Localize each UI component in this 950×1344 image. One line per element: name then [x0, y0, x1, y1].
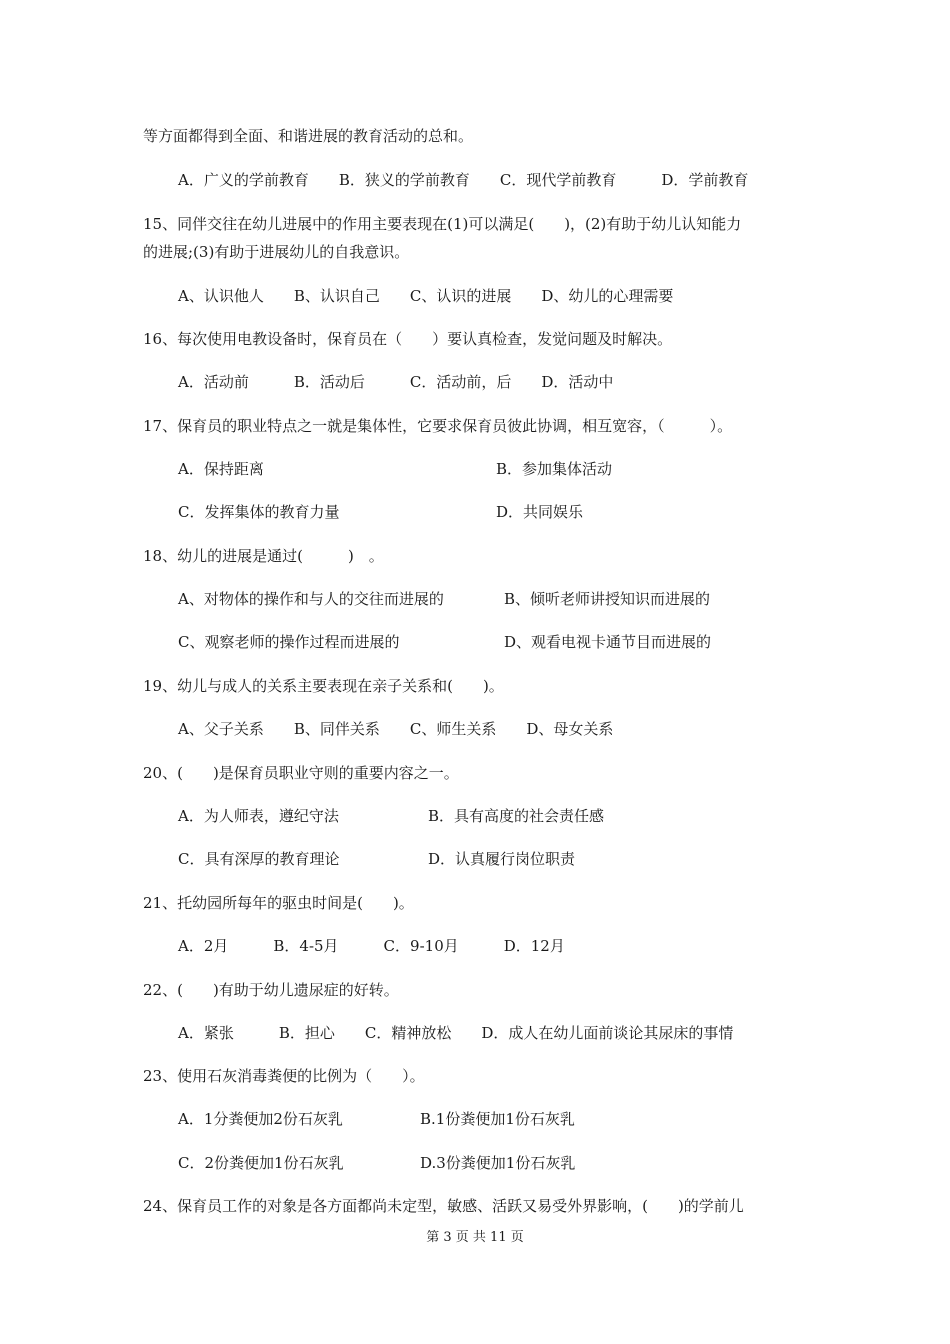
q23-question: 23、使用石灰消毒粪便的比例为（ ）。: [143, 1067, 425, 1085]
q18-option-d: D、观看电视卡通节目而进展的: [504, 633, 712, 651]
q20-question: 20、( )是保育员职业守则的重要内容之一。: [143, 764, 459, 782]
q20-option-a: A．为人师表，遵纪守法: [178, 807, 339, 825]
q17-question: 17、保育员的职业特点之一就是集体性，它要求保育员彼此协调，相互宽容，（ ）。: [143, 417, 733, 435]
q21-question: 21、托幼园所每年的驱虫时间是( )。: [143, 894, 414, 912]
q24-question: 24、保育员工作的对象是各方面都尚未定型，敏感、活跃又易受外界影响，( )的学前儿: [143, 1197, 744, 1215]
q18-option-b: B、倾听老师讲授知识而进展的: [504, 590, 711, 608]
q21-options: A．2月 B．4-5月 C．9-10月 D．12月: [178, 937, 565, 955]
q20-option-b: B．具有高度的社会责任感: [428, 807, 605, 825]
q20-option-d: D．认真履行岗位职责: [428, 850, 576, 868]
q23-option-d: D.3份粪便加1份石灰乳: [420, 1154, 576, 1172]
q23-option-c: C．2份粪便加1份石灰乳: [178, 1154, 344, 1172]
q19-question: 19、幼儿与成人的关系主要表现在亲子关系和( )。: [143, 677, 504, 695]
q18-option-c: C、观察老师的操作过程而进展的: [178, 633, 400, 651]
q15-question-cont: 的进展;(3)有助于进展幼儿的自我意识。: [143, 243, 410, 261]
text-line-continuation: 等方面都得到全面、和谐进展的教育活动的总和。: [143, 127, 474, 145]
q23-option-b: B.1份粪便加1份石灰乳: [420, 1110, 575, 1128]
q18-option-a: A、对物体的操作和与人的交往而进展的: [178, 590, 444, 608]
q20-option-c: C．具有深厚的教育理论: [178, 850, 340, 868]
page-footer: 第 3 页 共 11 页: [426, 1230, 524, 1245]
q18-question: 18、幼儿的进展是通过( ) 。: [143, 547, 384, 565]
q17-option-d: D．共同娱乐: [496, 503, 584, 521]
q15-question: 15、同伴交往在幼儿进展中的作用主要表现在(1)可以满足( )，(2)有助于幼儿认知能力: [143, 215, 742, 233]
q17-option-b: B．参加集体活动: [496, 460, 613, 478]
q16-question: 16、每次使用电教设备时，保育员在（ ）要认真检查，发觉问题及时解决。: [143, 330, 673, 348]
q22-options: A．紧张 B．担心 C．精神放松 D．成人在幼儿面前谈论其尿床的事情: [178, 1024, 734, 1042]
q16-options: A．活动前 B．活动后 C．活动前，后 D．活动中: [178, 373, 614, 391]
q14-options: A．广义的学前教育 B．狭义的学前教育 C．现代学前教育 D．学前教育: [178, 171, 749, 189]
q19-options: A、父子关系 B、同伴关系 C、师生关系 D、母女关系: [178, 720, 614, 738]
q15-options: A、认识他人 B、认识自己 C、认识的进展 D、幼儿的心理需要: [178, 287, 674, 305]
q17-option-c: C．发挥集体的教育力量: [178, 503, 340, 521]
q23-option-a: A．1分粪便加2份石灰乳: [178, 1110, 343, 1128]
q17-option-a: A．保持距离: [178, 460, 264, 478]
q22-question: 22、( )有助于幼儿遗尿症的好转。: [143, 981, 399, 999]
